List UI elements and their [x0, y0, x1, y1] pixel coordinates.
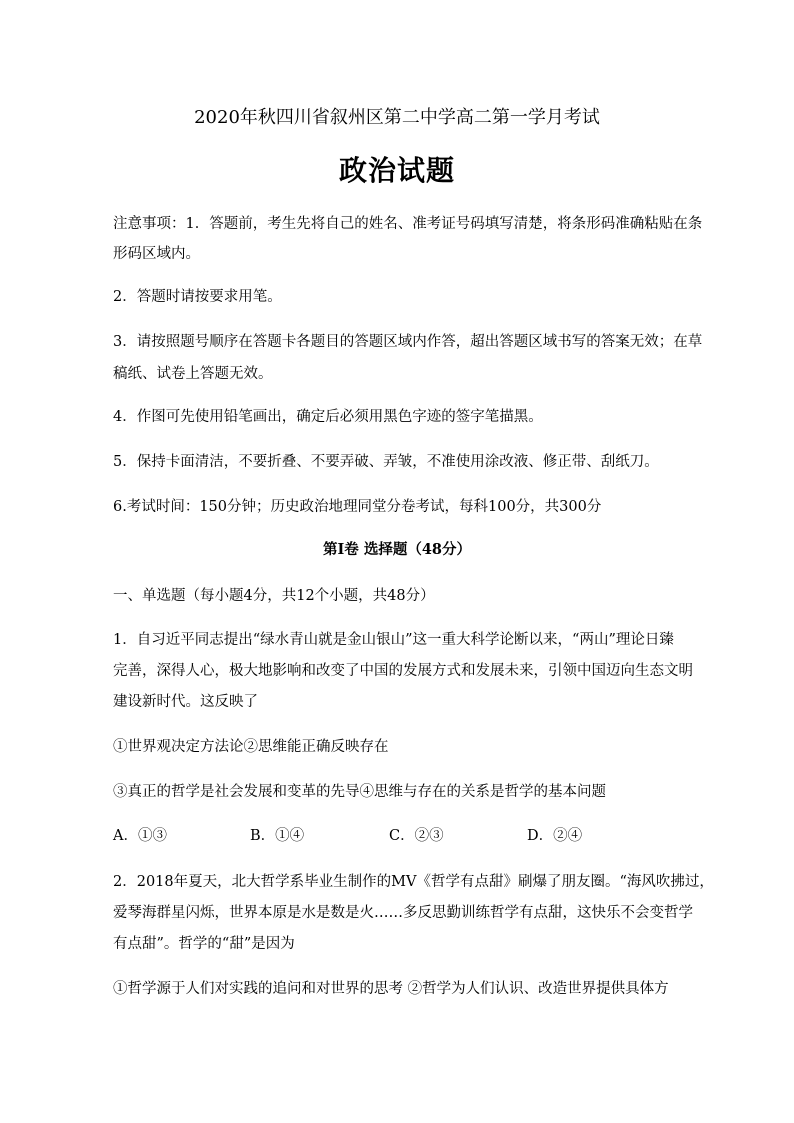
note-1-line-1: 注意事项：1．答题前，考生先将自己的姓名、准考证号码填写清楚，将条形码准确粘贴在条	[113, 216, 703, 232]
q1-option-b: B．①④	[250, 828, 305, 844]
note-4: 4．作图可先使用铅笔画出，确定后必须用黑色字迹的签字笔描黑。	[113, 409, 543, 425]
note-2: 2．答题时请按要求用笔。	[113, 289, 282, 305]
exam-title: 政治试题	[338, 154, 455, 187]
note-6: 6.考试时间：150分钟；历史政治地理同堂分卷考试，每科100分，共300分	[113, 499, 602, 515]
q2-statement-1: ①哲学源于人们对实践的追问和对世界的思考 ②哲学为人们认识、改造世界提供具体方	[113, 981, 669, 997]
section-title: 第I卷 选择题（48分）	[322, 541, 471, 558]
q1-stem-line-3: 建设新时代。这反映了	[113, 694, 258, 710]
note-3-line-2: 稿纸、试卷上答题无效。	[113, 366, 273, 382]
q1-option-c: C．②③	[389, 828, 444, 844]
note-5: 5．保持卡面清洁，不要折叠、不要弄破、弄皱，不准使用涂改液、修正带、刮纸刀。	[113, 454, 659, 470]
q1-option-a: A．①③	[113, 828, 167, 844]
section-intro: 一、单选题（每小题4分，共12个小题，共48分）	[113, 588, 435, 604]
q1-statement-1: ①世界观决定方法论②思维能正确反映存在	[113, 739, 389, 755]
exam-subtitle: 2020年秋四川省叙州区第二中学高二第一学月考试	[194, 107, 600, 128]
q2-stem-line-2: 爱琴海群星闪烁，世界本原是水是数是火……多反思勤训练哲学有点甜，这快乐不会变哲学	[113, 905, 693, 921]
q1-stem-line-2: 完善，深得人心，极大地影响和改变了中国的发展方式和发展未来，引领中国迈向生态文明	[113, 663, 693, 679]
q1-stem-line-1: 1．自习近平同志提出“绿水青山就是金山银山”这一重大科学论断以来，“两山”理论日臻	[113, 632, 674, 648]
q1-statement-2: ③真正的哲学是社会发展和变革的先导④思维与存在的关系是哲学的基本问题	[113, 784, 606, 800]
note-3-line-1: 3．请按照题号顺序在答题卡各题目的答题区域内作答，超出答题区域书写的答案无效；在草	[113, 334, 703, 350]
q1-option-d: D．②④	[527, 828, 583, 844]
note-1-line-2: 形码区域内。	[113, 246, 200, 262]
q2-stem-line-3: 有点甜”。哲学的“甜”是因为	[113, 936, 295, 952]
q2-stem-line-1: 2．2018年夏天，北大哲学系毕业生制作的MV《哲学有点甜》刷爆了朋友圈。“海风吹拂过，	[113, 874, 714, 890]
